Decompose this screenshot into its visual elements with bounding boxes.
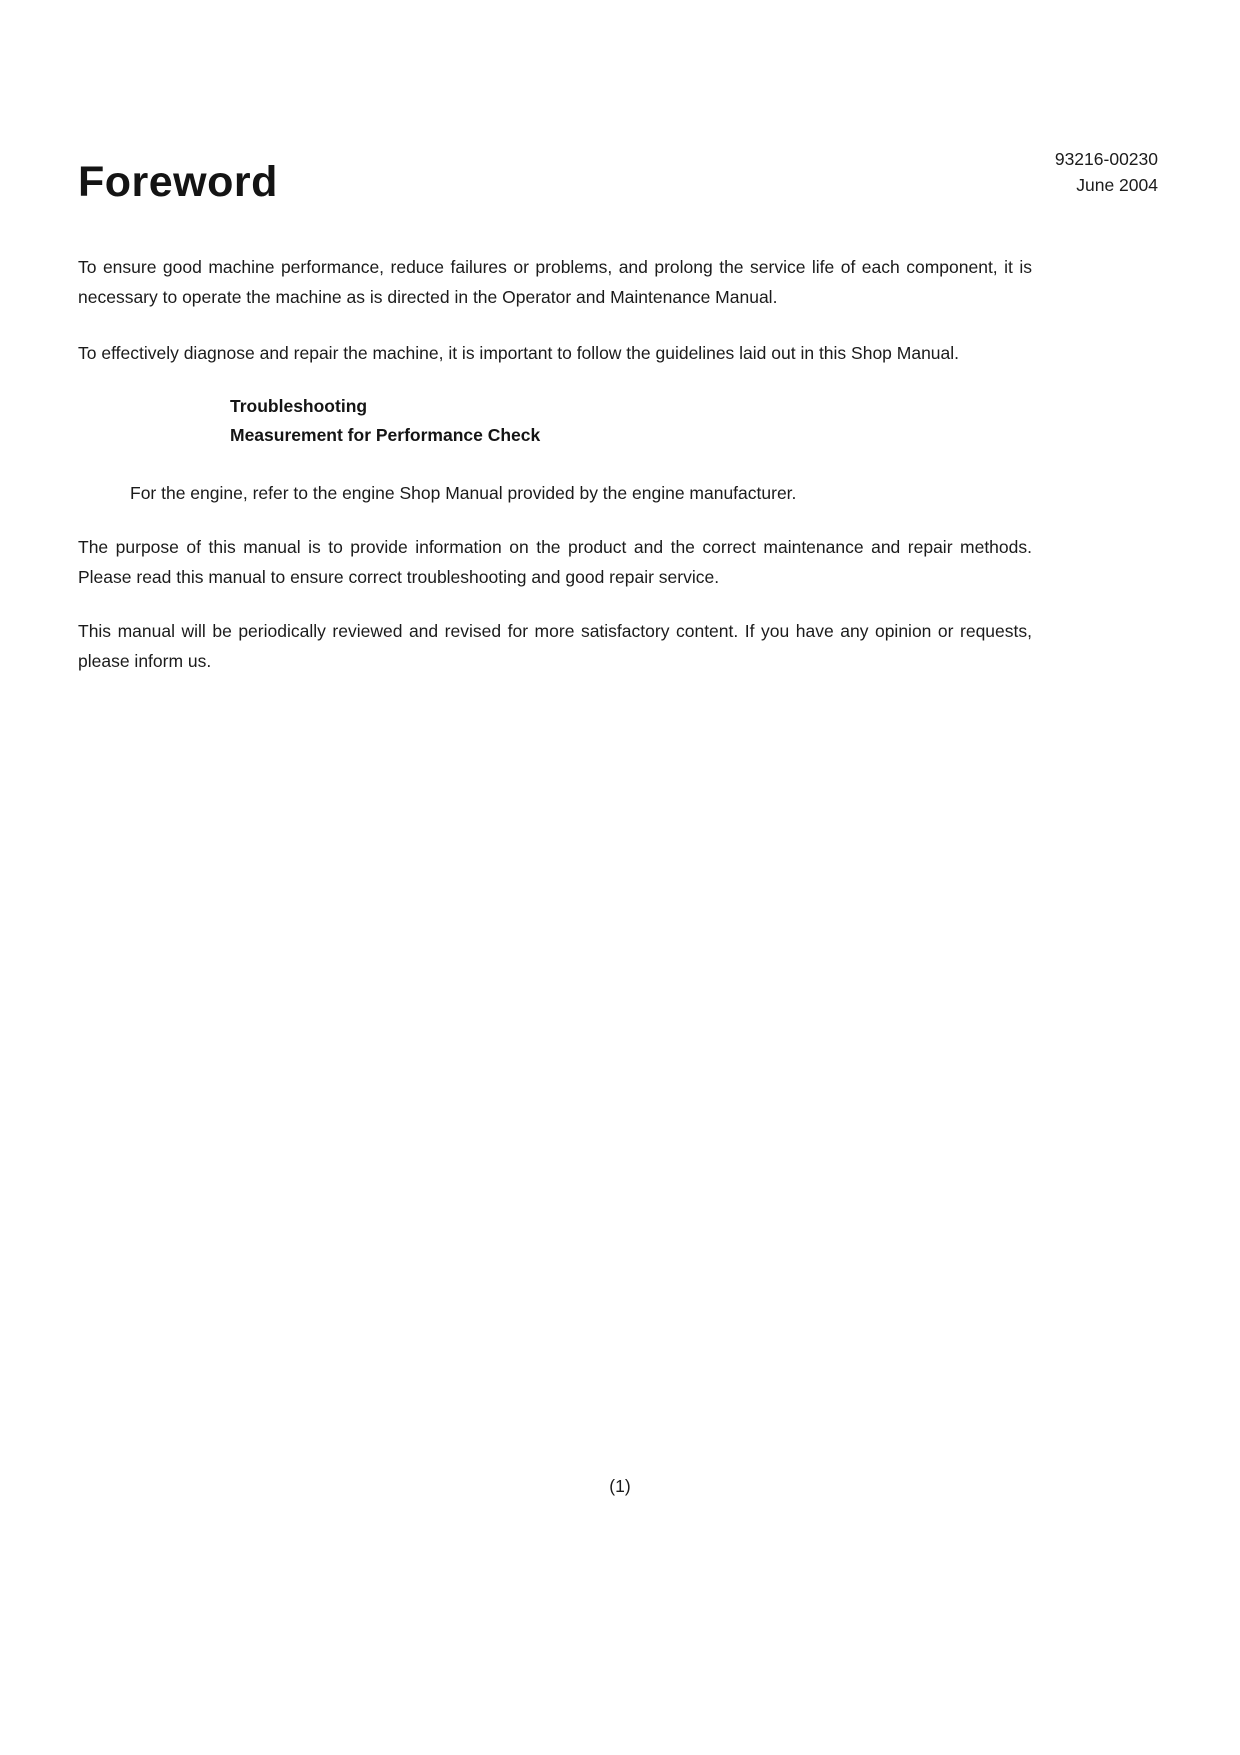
doc-number: 93216-00230	[1054, 149, 1158, 169]
paragraph-engine-note: For the engine, refer to the engine Shop Manual provided by the engine manufacturer.	[130, 483, 797, 503]
doc-date: June 2004	[1076, 175, 1158, 195]
manual-sections-list	[230, 392, 540, 450]
section-measurement-performance-check: Measurement for Performance Check	[230, 425, 541, 445]
paragraph-machine-performance: To ensure good machine performance, reduce failures or problems, and prolong the service life of each component, it is necessary to operate the machine as is directed in the Operator and Maintenance Manual.	[78, 257, 1032, 307]
paragraph-diagnose-repair: To effectively diagnose and repair the machine, it is important to follow the guidelines laid out in this Shop Manual.	[78, 343, 960, 363]
page-title: Foreword	[78, 158, 278, 206]
paragraph-manual-purpose: The purpose of this manual is to provide information on the product and the correct maintenance and repair methods. Please read this manual to ensure correct troubleshooting and good repair service.	[78, 537, 1032, 587]
section-troubleshooting: Troubleshooting	[230, 396, 368, 416]
footer-page-number: (1)	[609, 1476, 631, 1496]
paragraph-periodic-review: This manual will be periodically reviewed and revised for more satisfactory content. If you have any opinion or requests, please inform us.	[78, 621, 1032, 671]
document-header-info	[1055, 146, 1158, 198]
